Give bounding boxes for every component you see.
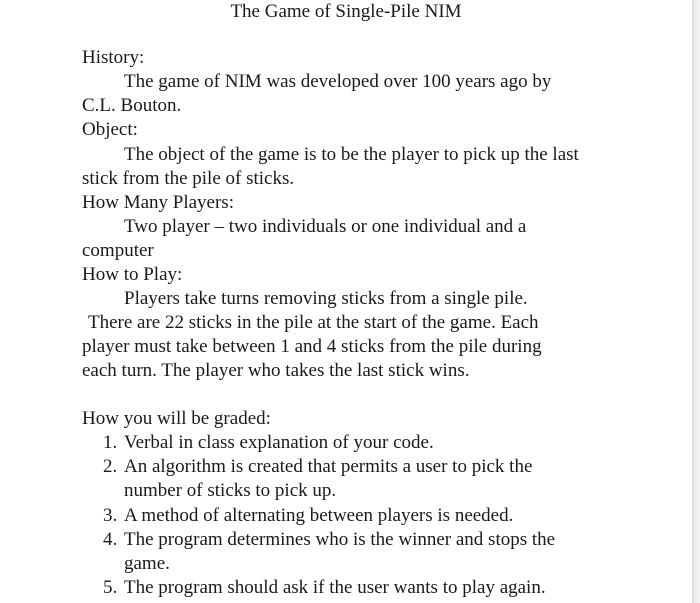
players-text-line-2: computer [82, 240, 154, 261]
play-heading: How to Play: [82, 264, 183, 285]
grading-item-number: 1. [103, 432, 118, 453]
document-title: The Game of Single-Pile NIM [230, 1, 462, 22]
grading-item-number: 2. [103, 456, 118, 477]
object-text-line-2: stick from the pile of sticks. [82, 168, 295, 189]
grading-item-text-continued: number of sticks to pick up. [124, 480, 337, 501]
grading-item-text: The program should ask if the user wants to play again. [124, 577, 546, 598]
object-heading: Object: [82, 119, 138, 140]
grading-item-text: Verbal in class explanation of your code. [124, 432, 434, 453]
grading-item-text: A method of alternating between players is needed. [124, 505, 514, 526]
history-text-line-1: The game of NIM was developed over 100 years ago by [124, 71, 552, 92]
grading-item-number: 5. [103, 577, 118, 598]
history-heading: History: [82, 47, 145, 68]
grading-item-number: 3. [103, 505, 118, 526]
history-text-line-2: C.L. Bouton. [82, 95, 182, 116]
players-text-line-1: Two player – two individuals or one individual and a [124, 216, 527, 237]
grading-item-text: The program determines who is the winner and stops the [124, 529, 556, 550]
grading-item-text: An algorithm is created that permits a user to pick the [124, 456, 533, 477]
page-edge-divider [692, 0, 700, 603]
grading-heading: How you will be graded: [82, 408, 271, 429]
play-text-line-4: each turn. The player who takes the last stick wins. [82, 360, 470, 381]
object-text-line-1: The object of the game is to be the player to pick up the last [124, 144, 579, 165]
play-text-line-3: player must take between 1 and 4 sticks from the pile during [82, 336, 542, 357]
grading-item-text-continued: game. [124, 553, 170, 574]
play-text-line-1: Players take turns removing sticks from a single pile. [124, 288, 528, 309]
players-heading: How Many Players: [82, 192, 234, 213]
grading-item-number: 4. [103, 529, 118, 550]
play-text-line-2: There are 22 sticks in the pile at the start of the game. Each [88, 312, 539, 333]
